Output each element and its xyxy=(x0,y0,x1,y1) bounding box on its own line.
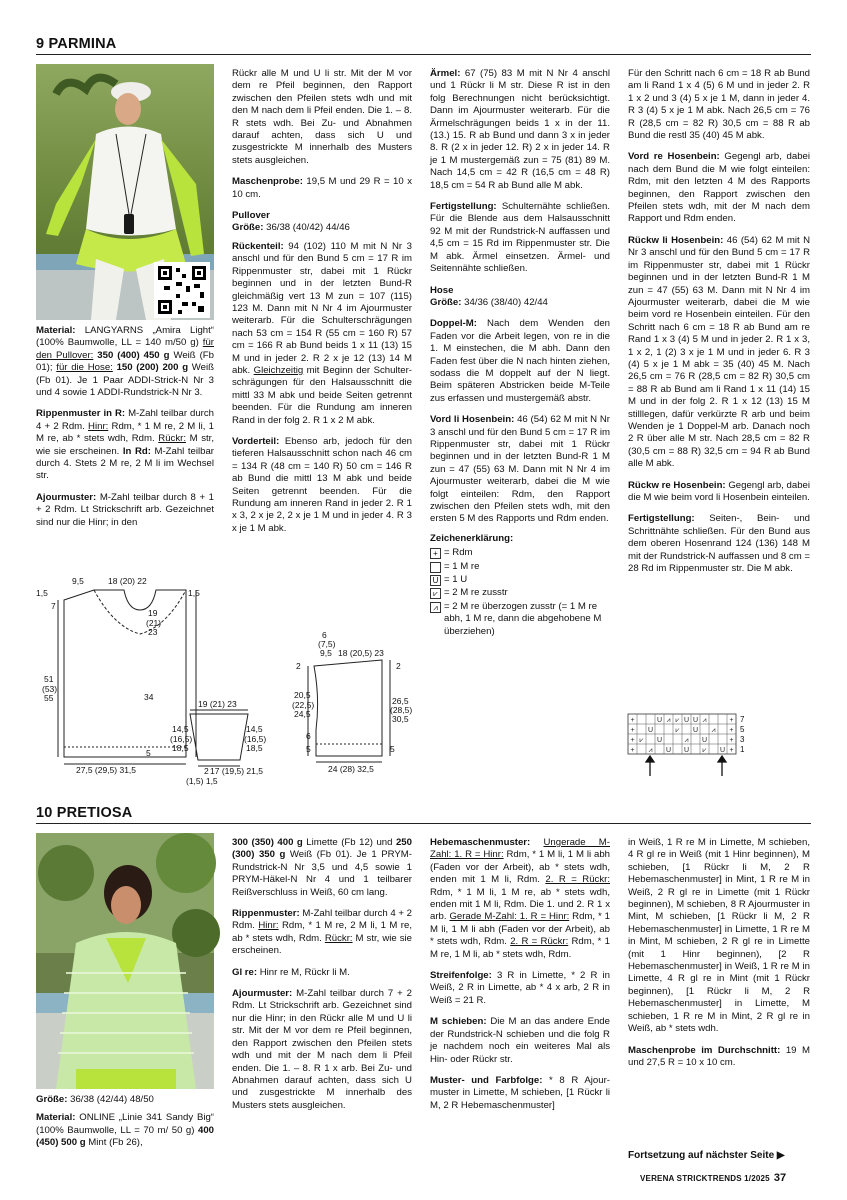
dim-label: 7 xyxy=(51,601,56,611)
dim-label: 1,5 xyxy=(36,588,48,598)
label: Fertigstellung: xyxy=(430,201,497,213)
text: 46 (54) 62 M mit N Nr 3 anschl und für den Bund 5 cm = 17 R im Rippenmuster str, dabei mit 1 Rückr beginnen und in der letzten Bund-R 1 M zun = 47 (55) 63 M. Dann mit N Nr 4 im Ajourmuster weiterarb, dabei die M wie folgt einteilen: Rdm, den Rapport zwischen den Pfeilen stets wdh, mit den ersten 5 M des Rapports und Rdm enden. xyxy=(430,414,610,525)
text: Hinr: xyxy=(258,920,279,932)
text: Die M an das andere Ende der Rundstrick-N schieben und die folg R je nachdem noch ein weiteres Mal als Hin- oder Rückr str. xyxy=(430,1016,610,1065)
text: 19 M und 27,5 R = 10 x 10 cm. xyxy=(628,1044,810,1068)
dim-label: 51 xyxy=(44,674,54,684)
legend-text: = 1 U xyxy=(444,574,468,586)
svg-text:U: U xyxy=(647,727,654,734)
dim-label: 9,5 xyxy=(72,576,84,586)
schematic-body-outline xyxy=(64,590,186,757)
text: 3 R in Limette, * 2 R in Weiß, 2 R in Limette, ab * 4 x arb, 2 R in Weiß = 21 R. xyxy=(430,970,610,1006)
dim-label: 5 xyxy=(390,744,395,754)
text: Gerade M-Zahl: 1. R = Hinr: xyxy=(449,911,570,923)
symbol-plus-icon: + xyxy=(430,548,441,559)
continue-link[interactable]: Fortsetzung auf nächster Seite ▶ xyxy=(628,1150,785,1161)
dim-label: (16,5) xyxy=(170,734,193,744)
chart-row-label: 1 xyxy=(740,745,745,754)
dim-label: 2 xyxy=(296,661,301,671)
svg-text:⩘: ⩘ xyxy=(702,717,707,724)
text: 400 (450) 500 g xyxy=(36,1124,214,1149)
subheading: Pullover xyxy=(232,210,270,222)
chart-row-label: 7 xyxy=(740,715,745,724)
label: Doppel-M: xyxy=(430,318,477,330)
svg-text:U: U xyxy=(665,747,672,754)
dim-label: 5 xyxy=(146,748,151,758)
text: 2. R = Rückr: xyxy=(545,874,611,886)
legend-row xyxy=(430,561,610,573)
text: 67 (75) 83 M mit N Nr 4 anschl und 1 Rückr li M str. Diese R ist in den folg Berechnungen nicht berücksichtigt. Dann im Ajourmuster weiterarb. Für die Ärmelschrägungen beids 1 x in der 11. (13.) 15. R ab Bund und dann 3 x in jeder 8. R (2 x in jeder 12. R) 2 x in jeder 14. R je 1 M mustergemäß zun = 75 (81) 89 M. Nach 14,5 cm = 42 R (16,5 cm = 48 R) 18,5 cm = 54 R ab Bund alle M abk. xyxy=(430,68,610,191)
dim-label: 2 xyxy=(204,766,209,776)
legend-text: = 1 M re xyxy=(444,560,480,572)
svg-text:⩗: ⩗ xyxy=(702,747,707,754)
dim-label: 20,5 xyxy=(294,690,311,700)
text: Gegengl arb, dabei nach dem Bund die M wie folgt einteilen: Rdm, mit den letzten 4 M des Rapports beginnen, den Rapport zwischen den Pfeilen stets wdh, mit der M nach dem Rapport und Rdm enden. xyxy=(628,151,811,225)
dim-label: 6 xyxy=(306,731,311,741)
legend-row xyxy=(430,587,610,599)
dim-label: 18,5 xyxy=(246,743,263,753)
label: Ärmel: xyxy=(430,68,461,79)
dim-label: 14,5 xyxy=(172,724,189,734)
page-number: 37 xyxy=(773,1172,787,1184)
label: Größe: xyxy=(232,222,264,234)
label: Ajourmuster: xyxy=(36,491,97,503)
svg-text:U: U xyxy=(692,727,699,734)
text: M str, wie sie erscheinen. xyxy=(232,932,412,957)
text: 300 (350) 400 g xyxy=(232,837,303,848)
label: Vord li Hosenbein: xyxy=(430,414,515,426)
dim-label: 9,5 xyxy=(320,648,332,658)
svg-text:+: + xyxy=(630,727,635,734)
schematic-sleeve-outline xyxy=(190,714,248,760)
dim-label: 55 xyxy=(44,693,54,703)
text: Rdm, * 1 M re, 1 M li, ab * stets wdh, Rdm. xyxy=(430,936,611,960)
text: In Rd: xyxy=(122,445,151,457)
label: Material: xyxy=(36,1112,76,1124)
dim-label: 18,5 xyxy=(172,743,189,753)
arrow-up-icon xyxy=(718,756,726,762)
svg-text:+: + xyxy=(630,747,635,754)
label: Maschenprobe im Durchschnitt: xyxy=(628,1044,781,1056)
legend-row xyxy=(430,547,610,559)
dim-label: 27,5 (29,5) 31,5 xyxy=(76,765,137,775)
sec9-column-2 xyxy=(232,68,412,544)
model-photo-pretiosa xyxy=(36,833,214,1089)
svg-text:+: + xyxy=(729,747,734,754)
arrow-up-icon xyxy=(646,756,654,762)
svg-text:+: + xyxy=(729,727,734,734)
label: Rippenmuster: xyxy=(232,908,300,920)
stitch-chart xyxy=(628,712,752,780)
dim-label: 14,5 xyxy=(246,724,263,734)
dim-label: 26,5 xyxy=(392,696,409,706)
paragraph: Für den Schritt nach 6 cm = 18 R ab Bund am li Rand 1 x 4 (5) 6 M und in jeder 2. R 1 x 2 und 3 (4) 5 x je 1 M, dann in jeder 4. R 3 (4) 5 x je 1 M abk. Nach 26,5 cm = 76 R (28,5 cm = 82 R) 30,5 cm = 88 R ab Bund die restl 35 (40) 45 M abk. xyxy=(628,68,810,142)
dim-label: 5 xyxy=(306,744,311,754)
text: Weiß (Fb 01); xyxy=(36,349,215,374)
photo-illustration xyxy=(36,833,214,1089)
svg-text:⩘: ⩘ xyxy=(684,737,689,744)
svg-text:⩗: ⩗ xyxy=(639,737,644,744)
text: M-Zahl teilbar durch 4 + 2 Rdm. xyxy=(36,408,214,432)
schematic-trouser xyxy=(280,628,420,776)
text: Ebenso arb, jedoch für den tieferen Halsausschnitt schon nach 46 cm = 134 R (48 cm = 140 R) 50 cm = 146 R ab Bund die mittl 13 M abk und beide Seiten getrennt beenden. Für die Rundung am inneren Rand in jeder 2. R 1 x 3, 2 x je 2, 2 x je 1 M und in jeder 4. R 3 x je 1 M abk. xyxy=(232,435,412,534)
legend-title: Zeichenerklärung: xyxy=(430,532,514,544)
text: 36/38 (40/42) 44/46 xyxy=(263,222,350,234)
section-rule xyxy=(36,823,811,824)
dim-label: 1,5 xyxy=(188,588,200,598)
text: Mint (Fb 26), xyxy=(85,1137,143,1149)
text: Nach dem Wenden den Faden vor die Arbeit legen, von re in die 1. M einstechen, die M abh. Dann den Faden fest über die N nach hinten ziehen, sodass die M doppelt auf der N liegt. Beim späteren Abstricken beide M-Teile zus erfassen und mustergemäß abstr. xyxy=(430,318,610,404)
svg-text:⩗: ⩗ xyxy=(675,717,680,724)
text: 350 (400) 450 g xyxy=(93,349,170,361)
text: M-Zahl teilbar durch 8 + 1 + 2 Rdm. Lt Strickschrift arb. Gezeichnet sind nur die Hinr; in den xyxy=(36,491,214,528)
text: für die Hose: xyxy=(56,362,113,374)
text: * 8 R Ajourmuster in Limette, M schieben, [1 Rückr li M, 2 R Hebemaschenmuster] xyxy=(430,1074,610,1111)
text: Hinr: xyxy=(88,420,109,432)
label: Vord re Hosenbein: xyxy=(628,151,720,163)
dim-label: (7,5) xyxy=(318,639,336,649)
text: 250 (300) 350 g xyxy=(232,837,412,861)
label: Hebemaschenmuster: xyxy=(430,837,531,848)
legend-text: = 2 M re überzogen zusstr (= 1 M re abh, 1 M re, dann die abgehobene M überziehen) xyxy=(444,600,602,637)
dim-label: 17 (19,5) 21,5 xyxy=(210,766,263,776)
svg-text:U: U xyxy=(692,717,699,724)
dim-label: 24 (28) 32,5 xyxy=(328,764,374,774)
label: Größe: xyxy=(36,1094,68,1105)
label: Rückenteil: xyxy=(232,240,284,252)
sec9-column-3 xyxy=(430,68,610,639)
sec10-column-3 xyxy=(430,837,610,1121)
sec10-column-1 xyxy=(36,1094,214,1159)
legend-row xyxy=(430,601,610,638)
svg-text:+: + xyxy=(729,737,734,744)
text: Limette (Fb 12) und xyxy=(302,837,396,848)
label: Streifenfolge: xyxy=(430,970,492,982)
dim-label: 30,5 xyxy=(392,714,409,724)
sec9-column-1 xyxy=(36,325,214,538)
text: Rdm, * 1 M li, 1 M li abh (Faden vor der Arbeit), ab * stets wdh, Rdm. xyxy=(430,911,610,948)
section-title-pretiosa: 10 PRETIOSA xyxy=(36,805,133,821)
legend-text: = Rdm xyxy=(444,547,473,559)
chart-row-label: 3 xyxy=(740,735,745,744)
schematic-neckline-front xyxy=(94,590,186,634)
svg-text:⩘: ⩘ xyxy=(666,717,671,724)
legend-row xyxy=(430,574,610,586)
dim-label: 23 xyxy=(148,627,158,637)
dim-label: (16,5) xyxy=(244,734,267,744)
text: ONLINE „Linie 341 Sandy Big“ (100% Baumwolle, LL = 70 m/ 50 g) xyxy=(36,1112,214,1136)
chart-row-label: 5 xyxy=(740,725,745,734)
label: Größe: xyxy=(430,296,462,308)
text: Rückr: xyxy=(158,433,186,445)
text: M-Zahl teilbar durch 7 + 2 Rdm. Lt Strickschrift arb. Gezeichnet sind nur die Hinr; in den Rückr alle M und U li str. Mit der M vor dem re Pfeil beginnen, den Rapport zwischen den Pfeilen stets wdh und mit der M nach dem li Pfeil enden. Die 1. – 8. R 1 x arb. Bei Zu- und Abnahmen darauf achten, dass sich U und zusgestrickte M innerhalb des Musters stets ausgleichen. xyxy=(232,988,412,1111)
text: Weiß (Fb 01). Je 1 PRYM-Rundstrick-N Nr 3,5 und 4,5 sowie 1 PRYM-Häkel-N Nr 4 und 1 teilbarer Reißverschluss in Weiß, 60 cm lang. xyxy=(232,849,412,898)
label: Rückw li Hosenbein: xyxy=(628,234,724,246)
sec9-column-4 xyxy=(628,68,810,584)
text: Schulternähte schließen. Für die Blende aus dem Halsausschnitt 92 M mit der Rundstrick-N auffassen und 4,5 cm = 15 Rd im Rippenmuster str. Die M abk. Ärmel einsetzen. Ärmel- und Seitennähte schließen. xyxy=(430,201,610,275)
sec10-column-2 xyxy=(232,837,412,1121)
label: Gl re: xyxy=(232,966,258,978)
label: Vorderteil: xyxy=(232,435,280,447)
svg-text:U: U xyxy=(719,747,726,754)
dim-label: 2 xyxy=(396,661,401,671)
text: 34/36 (38/40) 42/44 xyxy=(461,296,548,308)
text: 94 (102) 110 M mit N Nr 3 anschl und für den Bund 5 cm = 17 R im Rippenmuster str, dabei mit 1 Rückr beginnen und in der letzten Bund-R gleichmäßig vert 13 M zun = 107 (115) 123 M. Dann mit N Nr 4 im Ajourmuster weiterarb. Für die Schulterschrägungen nach 53 cm = 154 R (55 cm = 160 R) 57 cm = 166 R ab Bund beids 1 x 11 (13) 15 M und in jeder 2. R 2 x je 12 (13) 14 M abk. xyxy=(232,240,412,376)
label: Maschenprobe: xyxy=(232,176,303,188)
schematic-trouser-outline xyxy=(314,660,382,756)
text: 19,5 M und 29 R = 10 x 10 cm. xyxy=(232,176,412,200)
text: 46 (54) 62 M mit N Nr 3 anschl und für den Bund 5 cm = 17 R im Rippenmuster str, dabei mit 1 Rückr beginnen und in der letzten Bund-R 1 M zun = 47 (55) 63 M. Dann mit N Nr 4 im Ajourmuster weiterarb, dabei die M wie beim vord re Hosenbein einteilen. Für den Schritt nach 6 cm = 18 R ab Bund am re Rand 1 x 3 (4) 5 M und in jeder 2. R 1 x 3, 1 x 2, 1 (2) 3 x je 1 M und in jeder 6. R 3 (4) 5 x je 1 M abk = 35 (40) 45 M. Nach 26,5 cm = 76 R (28,5 cm = 82 R) 30,5 cm = 88 R ab Bund am li Rand 1 x 11 (14) 15 M und in der folg 2. R 1 x 12 (13) 15 M stilllegen, dafür verkürzte R arb und beim Wenden je 1 Doppel-M arb. Danach noch 2 R über alle M str. Nach 28,5 cm = 82 R (30,5 cm = 88 R) 32,5 cm = 94 R ab Bund alle M abk. xyxy=(628,234,810,470)
legend-text: = 2 M re zusstr xyxy=(444,587,508,599)
symbol-k2tog-icon: ⩗ xyxy=(430,588,441,599)
sec10-column-4 xyxy=(628,837,810,1078)
text: Ungerade M-Zahl: 1. R = Hinr: xyxy=(430,837,610,861)
dim-label: (28,5) xyxy=(390,705,413,715)
text: Rdm, * 1 M li, 1 M re, ab * stets wdh, enden mit 1 M li, Rdm. Die 1. und 2. R 1 x arb. xyxy=(430,886,610,923)
text: 150 (200) 200 g xyxy=(112,362,189,374)
text: 2. R = Rückr: xyxy=(510,936,569,948)
svg-text:U: U xyxy=(683,717,690,724)
qr-code[interactable] xyxy=(154,262,210,318)
legend xyxy=(430,533,610,638)
dim-label: 19 xyxy=(148,608,158,618)
symbol-skp-icon: ⩘ xyxy=(430,602,441,613)
text: Seiten-, Bein- und Schrittnähte schließen. Für den Bund aus dem oberen Hosenrand 124 (136) 148 M mit der Rundstrick-N auffassen und 8 cm = 28 Rd im Rippenmuster str. Die M abk. xyxy=(628,513,810,575)
svg-text:U: U xyxy=(701,737,708,744)
paragraph: in Weiß, 1 R re M in Limette, M schieben, 4 R gl re in Weiß (mit 1 Hinr beginnen), M schieben, [1 Rückr li M, 2 R Hebemaschenmuster] in Mint, 1 R re M in Weiß, 2 R gl re in Limette (mit 1 Rückr beginnen), M schieben, 8 R Ajourmuster in Mint, M schieben, [1 Rückr li M, 2 R Hebemaschenmuster] in Limette, 1 R re M in Mint, M schieben, 2 R gl re in Limette (mit 1 Hinr beginnen), [2 R Hebemaschenmuster] in Weiß, 1 R re M in Limette, 4 R gl re in Mint (mit 1 Rückr beginnen), [1 Rückr li M, 2 R Hebemaschenmuster] in Limette, M schieben, 1 R re M in Mint, 2 R gl re in Weiß, ab * stets wdh. xyxy=(628,837,810,1035)
dim-label: (53) xyxy=(42,684,58,694)
text: Rdm, * 1 M re, 2 M li, 1 M re, ab * stets wdh, Rdm. xyxy=(36,420,214,445)
text: Rückr: xyxy=(324,932,353,944)
text: Gleichzeitig xyxy=(253,364,304,376)
dim-label: (22,5) xyxy=(292,700,315,710)
dim-label: 6 xyxy=(322,630,327,640)
text: Weiß (Fb 01). Je 1 Paar ADDI-Strick-N Nr 3 und 4 sowie 1 ADDI-Rundstrick-N Nr 3. xyxy=(36,362,215,399)
dim-label: 18 (20,5) 23 xyxy=(338,648,384,658)
text: LANGYARNS „Amira Light“ (100% Baumwolle, LL = 140 m/50 g) xyxy=(36,325,214,349)
svg-text:U: U xyxy=(683,747,690,754)
dim-label: 19 (21) 23 xyxy=(198,699,237,709)
text: Rdm, * 1 M re, 2 M li, 1 M re, ab * stets wdh, Rdm. xyxy=(232,920,412,944)
subheading: Hose xyxy=(430,284,454,296)
text: für den Pullover: xyxy=(36,337,214,361)
text: M str, wie sie erscheinen. xyxy=(36,433,214,457)
dim-label: 24,5 xyxy=(294,709,311,719)
section-title-parmina: 9 PARMINA xyxy=(36,36,117,52)
dim-label: 18 (20) 22 xyxy=(108,576,147,586)
text: M-Zahl teilbar durch 4 + 2 Rdm. xyxy=(232,908,412,932)
magazine-name: VERENA STRICKTRENDS 1/2025 xyxy=(640,1174,770,1183)
symbol-blank-icon xyxy=(430,562,441,573)
text: Gegengl arb, dabei die M wie beim vord li Hosenbein einteilen. xyxy=(628,479,810,503)
dim-label: 34 xyxy=(144,692,154,702)
model-photo-parmina xyxy=(36,64,214,320)
label: Ajourmuster: xyxy=(232,988,293,1000)
svg-text:U: U xyxy=(656,737,663,744)
label: Muster- und Farbfolge: xyxy=(430,1074,543,1086)
section-rule xyxy=(36,54,811,55)
text: mit Beginn der Schulterschrägungen für den Halsausschnitt die mittl 33 M abk und beide Seiten getrennt beenden. Für die Rundung am inneren Rand in der folg 2. R 1 x 2 M abk. xyxy=(232,364,412,426)
text: M-Zahl teilbar durch 4. Stets 2 M re, 2 M li im Wechsel str. xyxy=(36,445,214,482)
page-footer xyxy=(640,1172,786,1184)
label: Rippenmuster in R: xyxy=(36,408,126,420)
label: Rückw re Hosenbein: xyxy=(628,479,726,491)
text: Rdm, * 1 M li, 1 M li abh (Faden vor der Arbeit), ab * stets wdh, enden mit 1 M li, Rdm. xyxy=(430,849,611,886)
svg-text:⩘: ⩘ xyxy=(648,747,653,754)
dim-label: (21) xyxy=(146,618,162,628)
photo-illustration xyxy=(36,64,214,320)
svg-text:U: U xyxy=(656,717,663,724)
svg-text:+: + xyxy=(630,717,635,724)
svg-text:+: + xyxy=(729,717,734,724)
schematic-sleeve xyxy=(170,696,267,786)
svg-text:+: + xyxy=(630,737,635,744)
svg-text:⩗: ⩗ xyxy=(675,727,680,734)
symbol-yarnover-icon: U xyxy=(430,575,441,586)
label: Material: xyxy=(36,325,76,336)
paragraph: Rückr alle M und U li str. Mit der M vor dem re Pfeil beginnen, den Rapport zwischen den Pfeilen stets wdh und mit den M nach dem li Pfeil enden. Die 1. – 8. R stets wdh. Bei Zu- und Abnahmen darauf achten, dass sich U und zusgestrickte M innerhalb des Musters stets ausgleichen. xyxy=(232,68,412,166)
label: M schieben: xyxy=(430,1016,487,1028)
svg-text:⩘: ⩘ xyxy=(711,727,716,734)
label: Fertigstellung: xyxy=(628,513,695,525)
text: Hinr re M, Rückr li M. xyxy=(257,966,350,978)
text: 36/38 (42/44) 48/50 xyxy=(67,1094,154,1105)
dim-label: (1,5) 1,5 xyxy=(186,776,218,786)
